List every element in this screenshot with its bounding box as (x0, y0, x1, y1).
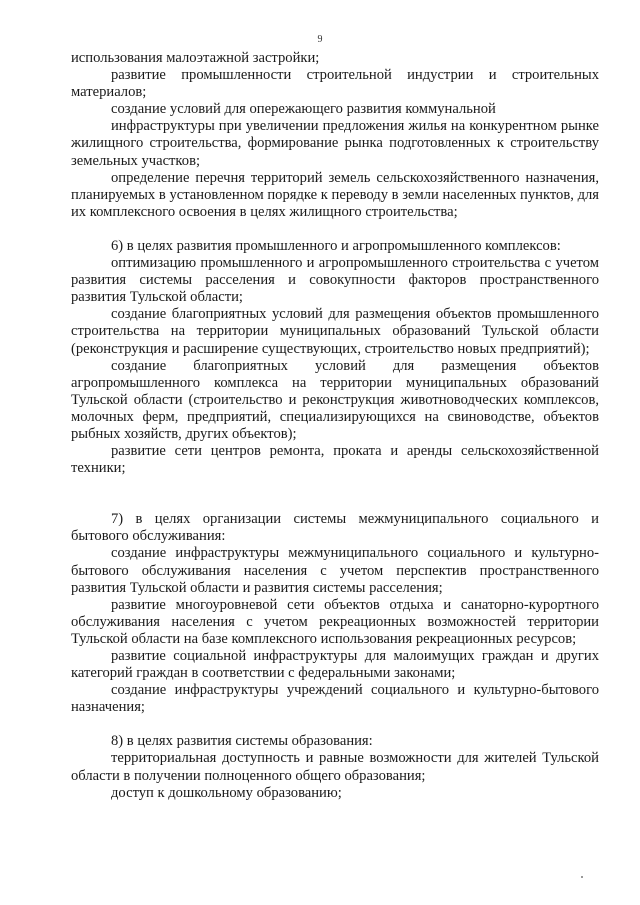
paragraph: развитие социальной инфраструктуры для малоимущих граждан и других категорий граждан в соответствии с федеральными законами; (71, 648, 599, 682)
section-gap (71, 221, 599, 238)
paragraph: доступ к дошкольному образованию; (111, 784, 342, 801)
page-number: 9 (317, 34, 323, 45)
scan-speck (581, 876, 583, 878)
section-heading: 8) в целях развития системы образования: (111, 733, 373, 750)
paragraph: развитие промышленности строительной индустрии и строительных материалов; (71, 67, 599, 101)
paragraph: использования малоэтажной застройки; (71, 50, 320, 66)
section-gap (71, 494, 599, 511)
paragraph: оптимизацию промышленного и агропромышленного строительства с учетом развития системы расселения и совокупности факторов пространственного развития Тульской области; (71, 255, 599, 306)
section-gap (71, 477, 599, 494)
paragraph: создание инфраструктуры межмуниципального социального и культурно-бытового обслуживания населения с учетом перспектив пространственного развития Тульской области и развития системы расселения; (71, 545, 599, 596)
paragraph: создание благоприятных условий для размещения объектов агропромышленного комплекса на территории муниципальных образований Тульской области (строительство и реконструкция животноводческих комплексов, молочных ферм, предприятий, специализирующихся на свиноводстве, объектов рыбных хозяйств, других объектов); (71, 357, 599, 442)
paragraph: создание благоприятных условий для размещения объектов промышленного строительства на территории муниципальных образований Тульской области (реконструкция и расширение существующих, строительство новых предприятий); (71, 306, 599, 357)
paragraph: инфраструктуры при увеличении предложения жилья на конкурентном рынке жилищного строительства, формирование рынка подготовленных к строительству земельных участков; (71, 118, 599, 169)
paragraph: определение перечня территорий земель сельскохозяйственного назначения, планируемых в установленном порядке к переводу в земли населенных пунктов, для их комплексного освоения в целях жилищного строительства; (71, 169, 599, 220)
document-body (71, 50, 599, 802)
paragraph: развитие многоуровневой сети объектов отдыха и санаторно-курортного обслуживания населения с учетом рекреационных возможностей территории Тульской области на базе комплексного использования рекреационных ресурсов; (71, 596, 599, 647)
section-gap (71, 716, 599, 733)
section-heading: 7) в целях организации системы межмуниципального социального и бытового обслуживания: (71, 511, 599, 545)
paragraph: развитие сети центров ремонта, проката и аренды сельскохозяйственной техники; (71, 443, 599, 477)
paragraph: создание инфраструктуры учреждений социального и культурно-бытового назначения; (71, 682, 599, 716)
paragraph: создание условий для опережающего развития коммунальной (111, 101, 496, 118)
section-heading: 6) в целях развития промышленного и агропромышленного комплексов: (111, 237, 561, 254)
paragraph: территориальная доступность и равные возможности для жителей Тульской области в получении полноценного общего образования; (71, 750, 599, 784)
